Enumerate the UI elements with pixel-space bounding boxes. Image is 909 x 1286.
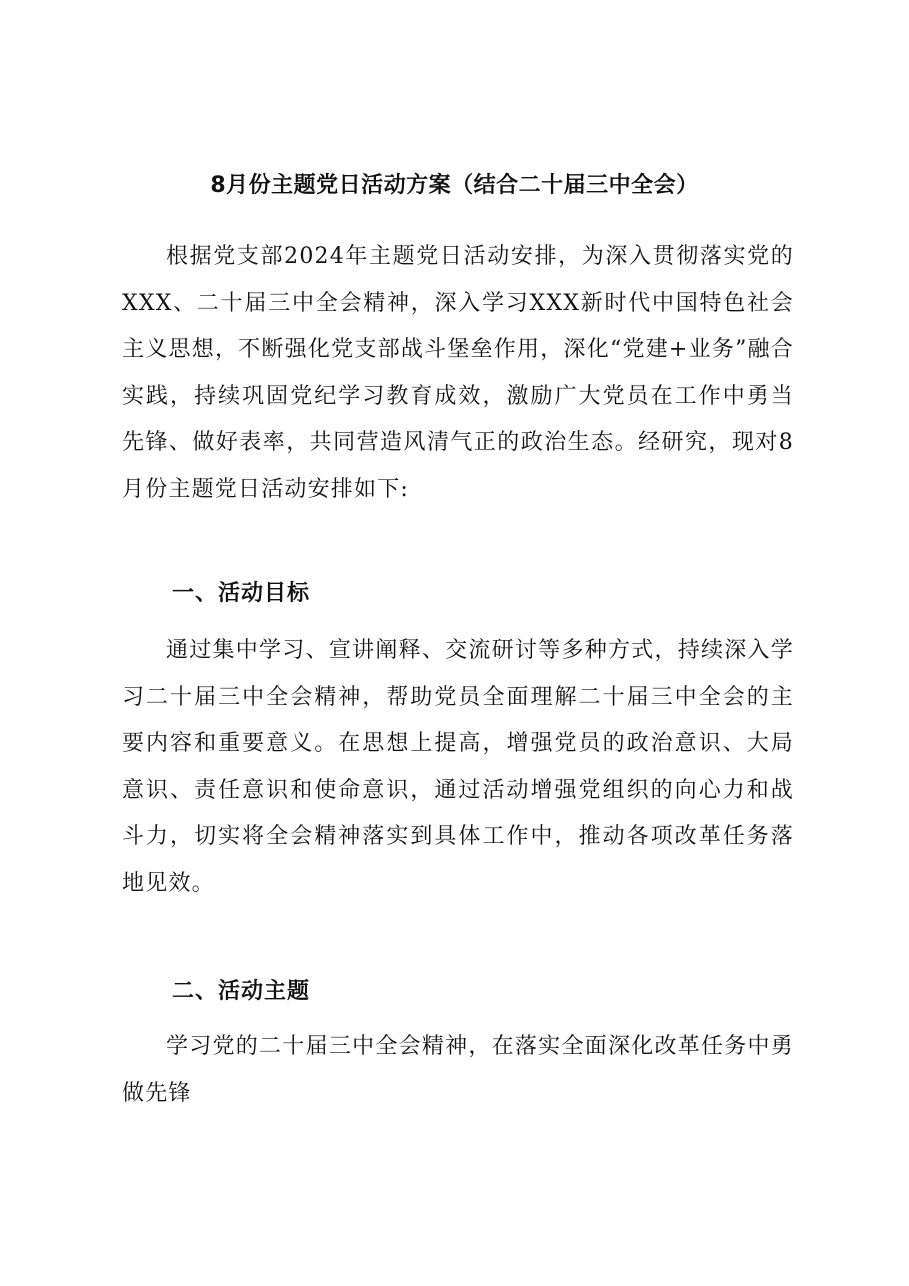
section-paragraph-theme: 学习党的二十届三中全会精神，在落实全面深化改革任务中勇做先锋	[122, 1034, 794, 1106]
intro-paragraph: 根据党支部2024年主题党日活动安排，为深入贯彻落实党的XXX、二十届三中全会精神，深入学习XXX新时代中国特色社会主义思想，不断强化党支部战斗堡垒作用，深化“党建+业务”融合实践，持续巩固党纪学习教育成效，激励广大党员在工作中勇当先锋、做好表率，共同营造风清气正的政治生态。经研究，现对8月份主题党日活动安排如下:	[122, 244, 794, 502]
section-heading-theme: 二、活动主题	[172, 979, 311, 1004]
section-paragraph-goals: 通过集中学习、宣讲阐释、交流研讨等多种方式，持续深入学习二十届三中全会精神，帮助党员全面理解二十届三中全会的主要内容和重要意义。在思想上提高，增强党员的政治意识、大局意识、责任意识和使命意识，通过活动增强党组织的向心力和战斗力，切实将全会精神落实到具体工作中，推动各项改革任务落地见效。	[122, 638, 794, 896]
section-heading-goals: 一、活动目标	[172, 581, 311, 606]
document-title: 8月份主题党日活动方案（结合二十届三中全会）	[210, 173, 699, 198]
